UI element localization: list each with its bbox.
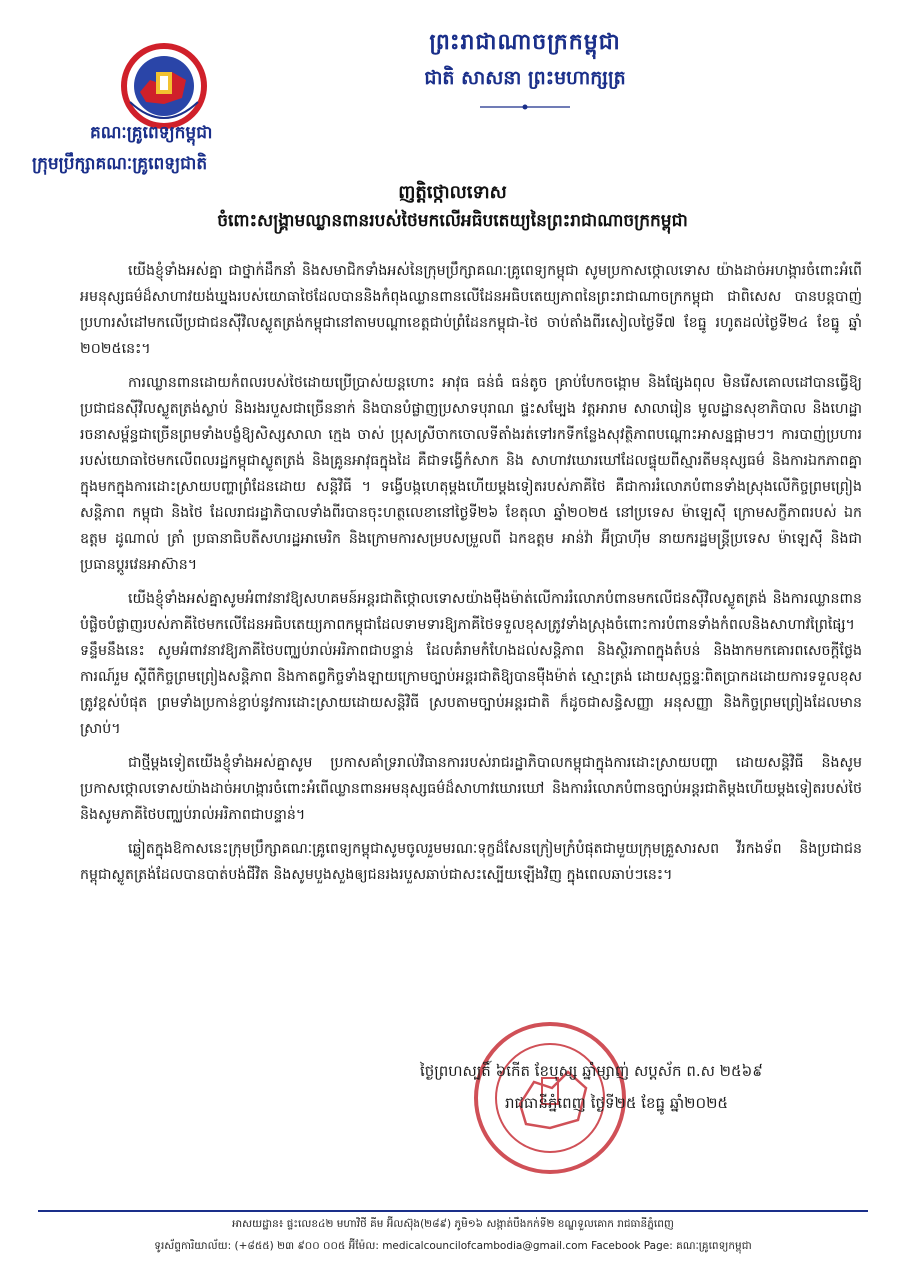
- lunar-date: ថ្ងៃព្រហស្បតិ៍ ៦កើត ខែបុស្ស ឆ្នាំម្សាញ់ សប្តស័ក ព.ស ២៥៦៩: [420, 1062, 763, 1080]
- footer-divider: [38, 1210, 868, 1212]
- paragraph-1: យើងខ្ញុំទាំងអស់គ្នា ជាថ្នាក់ដឹកនាំ និងសមាជិកទាំងអស់នៃក្រុមប្រឹក្សាគណៈគ្រូពេទ្យកម្ពុជា សូមប្រកាសថ្កោលទោស យ៉ាងដាច់អហង្ការចំពោះអំពើអមនុស្សធម៌ដ៏សាហាវយង់ឃ្នងរបស់យោធាថៃដែលបាននិងកំពុងឈ្លានពានលើដែនអធិបតេយ្យភាពនៃព្រះរាជាណាចក្រកម្ពុជា ជាពិសេស បានបន្តបាញ់ប្រហារសំដៅមកលើប្រជាជនស៊ីវិលស្លូតត្រង់កម្ពុជានៅតាមបណ្តាខេត្តជាប់ព្រំដែនកម្ពុជា-ថៃ ចាប់តាំងពីរសៀលថ្ងៃទី៧ ខែធ្នូ រហូតដល់ថ្ងៃទី២៤ ខែធ្នូ ឆ្នាំ ២០២៥នេះ។: [80, 263, 862, 357]
- organization-block: [32, 122, 332, 178]
- document-subtitle: ចំពោះសង្គ្រាមឈ្លានពានរបស់ថៃមកលើអធិបតេយ្យនៃព្រះរាជាណាចក្រកម្ពុជា: [217, 211, 688, 231]
- paragraph-5: ឆ្លៀតក្នុងឱកាសនេះក្រុមប្រឹក្សាគណៈគ្រូពេទ្យកម្ពុជាសូមចូលរួមមរណៈទុក្ខដ៏សែនក្រៀមក្រំបំផុតជាមួយក្រុមគ្រួសារសព វីរកងទ័ព និងប្រជាជនកម្ពុជាស្លូតត្រង់ដែលបានបាត់បង់ជីវិត និងសូមបួងសួងឲ្យជនរងរបួសឆាប់ជាសះស្បើយឡើងវិញ ក្នុងពេលឆាប់ៗនេះ។: [80, 841, 862, 883]
- document-body: [80, 258, 862, 896]
- medical-council-logo: [110, 42, 218, 132]
- paragraph-2: ការឈ្លានពានដោយកំពលរបស់ថៃដោយប្រើប្រាស់យន្តហោះ អាវុធ ធន់ធំ ធន់តូច គ្រាប់បែកចង្កោម និងផ្សែងពុល មិនរើសគោលដៅបានធ្វើឱ្យប្រជាជនស៊ីវិលស្លូតត្រង់ស្លាប់ និងរងរបួសជាច្រើននាក់ និងបានបំផ្លាញប្រសាទបុរាណ ផ្ទះសម្បែង វត្តអារាម សាលារៀន មូលដ្ឋានសុខាភិបាល និងហេដ្ឋារចនាសម្ព័ន្ធជាច្រើនព្រមទាំងបង្ខំឱ្យសិស្សសាលា ក្មេង ចាស់ ប្រុសស្រីចាកចោលទីតាំងរត់ទៅរកទីកន្លែងសុវត្ថិភាពបណ្តោះអាសន្នផ្អាមៗ។ ការបាញ់ប្រហាររបស់យោធាថៃមកលើពលរដ្ឋកម្ពុជាស្លូតត្រង់ និងគ្រូនអាវុធក្នុងដៃ គឺជាទង្វើកំសាក និង សាហាវឃោរឃៅដែលផ្ទុយពីស្មារតីមនុស្សធម៌ និងការឯកភាពគ្នាក្នុងមកក្នុងការដោះស្រាយបញ្ហាព្រំដែនដោយ សន្តិវិធី ។ ទង្វើបង្កហេតុម្តងហើយម្តងទៀតរបស់ភាគីថៃ គឺជាការរំលោភបំពានទាំងស្រុងលើកិច្ចព្រមព្រៀងសន្តិភាព កម្ពុជា និងថៃ ដែលរាជរដ្ឋាភិបាលទាំងពីរបានចុះហត្ថលេខានៅថ្ងៃទី២៦ ខែតុលា ឆ្នាំ២០២៥ នៅប្រទេស ម៉ាឡេស៊ី ក្រោមសក្ខីភាពរបស់ ឯកឧត្តម ដូណាល់ ត្រាំ ប្រធានាធិបតីសហរដ្ឋអាមេរិក និងក្រោមការសម្របសម្រួលពី ឯកឧត្តម អាន់វ៉ា អ៊ីប្រាហ៊ីម នាយករដ្ឋមន្ត្រីប្រទេស ម៉ាឡេស៊ី និងជាប្រធានប្តូរវេនអាស៊ាន។: [80, 375, 862, 573]
- header-ornament-icon: [480, 102, 570, 112]
- organization-name: គណៈគ្រូពេទ្យកម្ពុជា: [90, 123, 213, 143]
- national-motto: ជាតិ សាសនា ព្រះមហាក្សត្រ: [424, 67, 626, 89]
- kingdom-title: ព្រះរាជាណាចក្រកម្ពុជា: [429, 29, 621, 55]
- kingdom-header: [290, 28, 760, 116]
- solar-date: រាជធានីភ្នំពេញ ថ្ងៃទី២៥ ខែធ្នូ ឆ្នាំ២០២៥: [505, 1094, 729, 1112]
- paragraph-3: យើងខ្ញុំទាំងអស់គ្នាសូមអំពាវនាវឱ្យសហគមន៍អន្តរជាតិថ្កោលទោសយ៉ាងម៉ឺងម៉ាត់លើការរំលោភបំពានមកលើជនស៊ីវិលស្លូតត្រង់ និងការឈ្លានពានបំផ្លិចបំផ្លាញរបស់ភាគីថៃមកលើដែនអធិបតេយ្យភាពកម្ពុជាដែលទាមទារឱ្យភាគីថៃទទួលខុសត្រូវទាំងស្រុងចំពោះការបំពានទាំងកំពលនិងសាហាវព្រៃផ្សៃ។ទន្ទឹមនឹងនេះ សូមអំពាវនាវឱ្យភាគីថៃបញ្ឈប់រាល់អរិភាពជាបន្ទាន់ ដែលគំរាមកំហែងដល់សន្តិភាព និងស្ថិរភាពក្នុងតំបន់ និងងាកមកគោរពសេចក្តីថ្លែងការណ៍រួម ស្តីពីកិច្ចព្រមព្រៀងសន្តិភាព និងកាតព្វកិច្ចទាំងឡាយក្រោមច្បាប់អន្តរជាតិឱ្យបានម៉ឺងម៉ាត់ ស្មោះត្រង់ ដោយសុច្ឆន្ទៈពិតប្រាកដដោយការទទួលខុសត្រូវខ្ពស់បំផុត ព្រមទាំងប្រកាន់ខ្ជាប់នូវការដោះស្រាយដោយសន្តិវិធី ស្របតាមច្បាប់អន្តរជាតិ ក៏ដូចជាសន្ធិសញ្ញា អនុសញ្ញា និងកិច្ចព្រមព្រៀងដែលមានស្រាប់។: [80, 591, 862, 737]
- council-name: ក្រុមប្រឹក្សាគណៈគ្រូពេទ្យជាតិ: [32, 154, 208, 174]
- footer-address: អាសយដ្ឋាន៖ ផ្ទះលេខ៤២ មហាវិថី គីម អ៊ីលស៊ុង(២៨៩) ភូមិ១៦ សង្កាត់បឹងកក់ទី២ ខណ្ឌទួលគោក រាជធានីភ្នំពេញ: [232, 1218, 674, 1230]
- footer-contact: ទូរស័ព្ទការិយាល័យ: (+៨៥៥) ២៣ ៩០០ ០០៥ អ៊ីម៉ែល: medicalcouncilofcambodia@gmail.com Facebook Page: គណៈគ្រូពេទ្យកម្ពុជា: [154, 1240, 752, 1252]
- paragraph-4: ជាថ្មីម្តងទៀតយើងខ្ញុំទាំងអស់គ្នាសូម ប្រកាសគាំទ្ររាល់វិធានការរបស់រាជរដ្ឋាភិបាលកម្ពុជាក្នុងការដោះស្រាយបញ្ហា ដោយសន្តិវិធី និងសូមប្រកាសថ្កោលទោសយ៉ាងដាច់អហង្ការចំពោះអំពើឈ្លានពានអមនុស្សធម៌ដ៏សាហាវឃោរឃៅ និងការរំលោភបំពានច្បាប់អន្តរជាតិម្តងហើយម្តងទៀតរបស់ថៃ និងសូមភាគីថៃបញ្ឈប់រាល់អរិភាពជាបន្ទាន់។: [80, 755, 862, 823]
- document-title: ញត្តិថ្កោលទោស: [398, 182, 507, 203]
